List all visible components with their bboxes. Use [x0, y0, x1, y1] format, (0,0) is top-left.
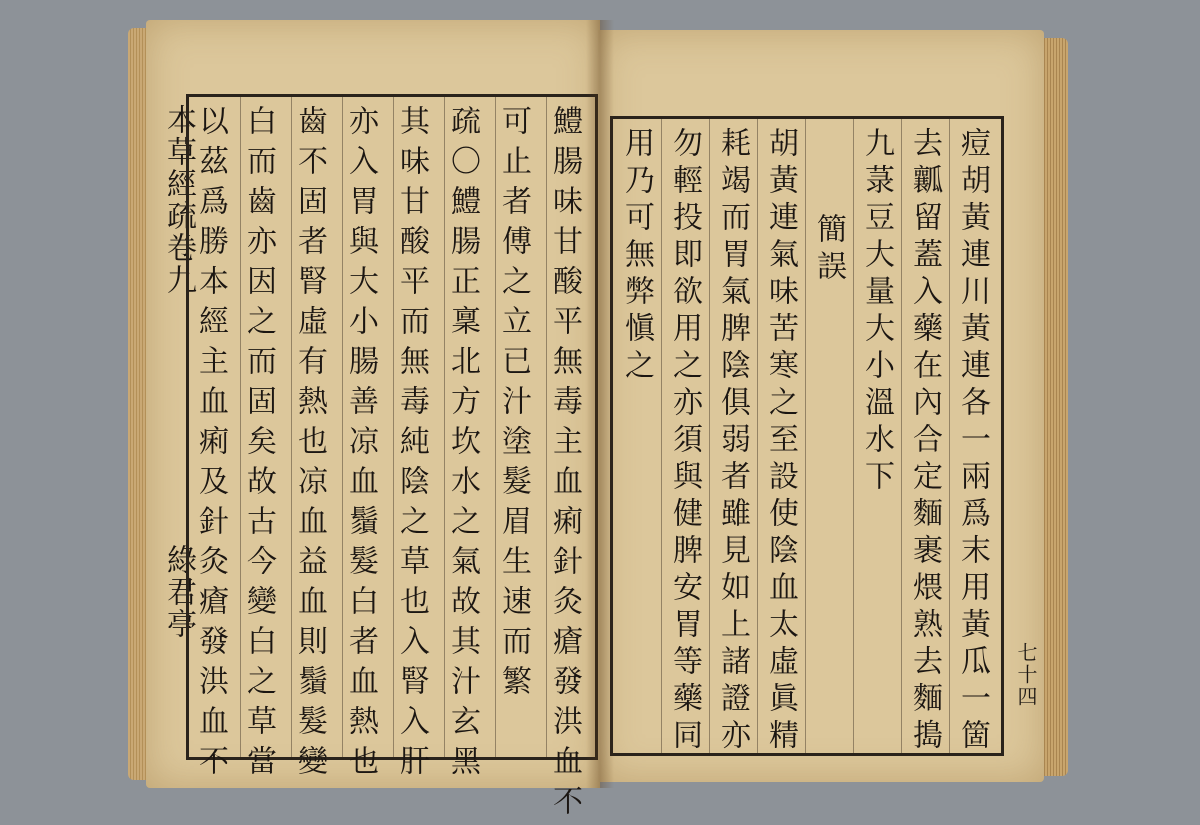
text-column: 胡黃連氣味苦寒之至設使陰血太虛眞精 — [763, 127, 798, 756]
book-gutter — [586, 20, 614, 788]
text-frame-left — [186, 94, 598, 825]
section-heading: 簡誤 — [811, 213, 846, 287]
text-column: 以茲爲勝本經主血痢及針灸瘡發洪血不 — [193, 105, 228, 785]
text-column: 白而齒亦因之而固矣故古今變白之草當 — [241, 105, 276, 785]
page-number: 七十四 — [1014, 642, 1038, 708]
text-column: 齒不固者腎虛有熱也凉血益血則鬚髮變 — [292, 105, 327, 785]
page-stack-right — [1042, 38, 1068, 776]
text-column: 疏〇鱧腸正稟北方坎水之氣故其汁玄黑 — [445, 105, 480, 785]
open-book — [128, 20, 1068, 825]
text-column: 其味甘酸平而無毒純陰之草也入腎入肝 — [394, 105, 429, 785]
text-column: 鱧腸味甘酸平無毒主血痢針灸瘡發洪血不 — [547, 105, 582, 825]
text-column: 耗竭而胃氣脾陰俱弱者雖見如上諸證亦 — [715, 127, 750, 756]
text-column: 勿輕投即欲用之亦須與健脾安胃等藥同 — [667, 127, 702, 756]
text-column: 用乃可無弊愼之 — [619, 127, 654, 386]
book-title-margin: 本草經疏卷九 — [161, 104, 196, 296]
right-page — [598, 30, 1044, 782]
left-page — [146, 20, 600, 825]
text-column: 九菉豆大量大小溫水下 — [859, 127, 894, 497]
text-column: 亦入胃與大小腸善凉血鬚髮白者血熱也 — [343, 105, 378, 785]
text-column: 痘胡黃連川黃連各一兩爲末用黃瓜一箇 — [955, 127, 990, 756]
publisher-margin: 綠君亭 — [161, 544, 196, 640]
text-frame-right — [610, 116, 1004, 756]
text-column: 可止者傅之立已汁塗髮眉生速而繁 — [496, 105, 531, 705]
text-column: 去瓤留蓋入藥在內合定麵裹煨熟去麵搗 — [907, 127, 942, 756]
